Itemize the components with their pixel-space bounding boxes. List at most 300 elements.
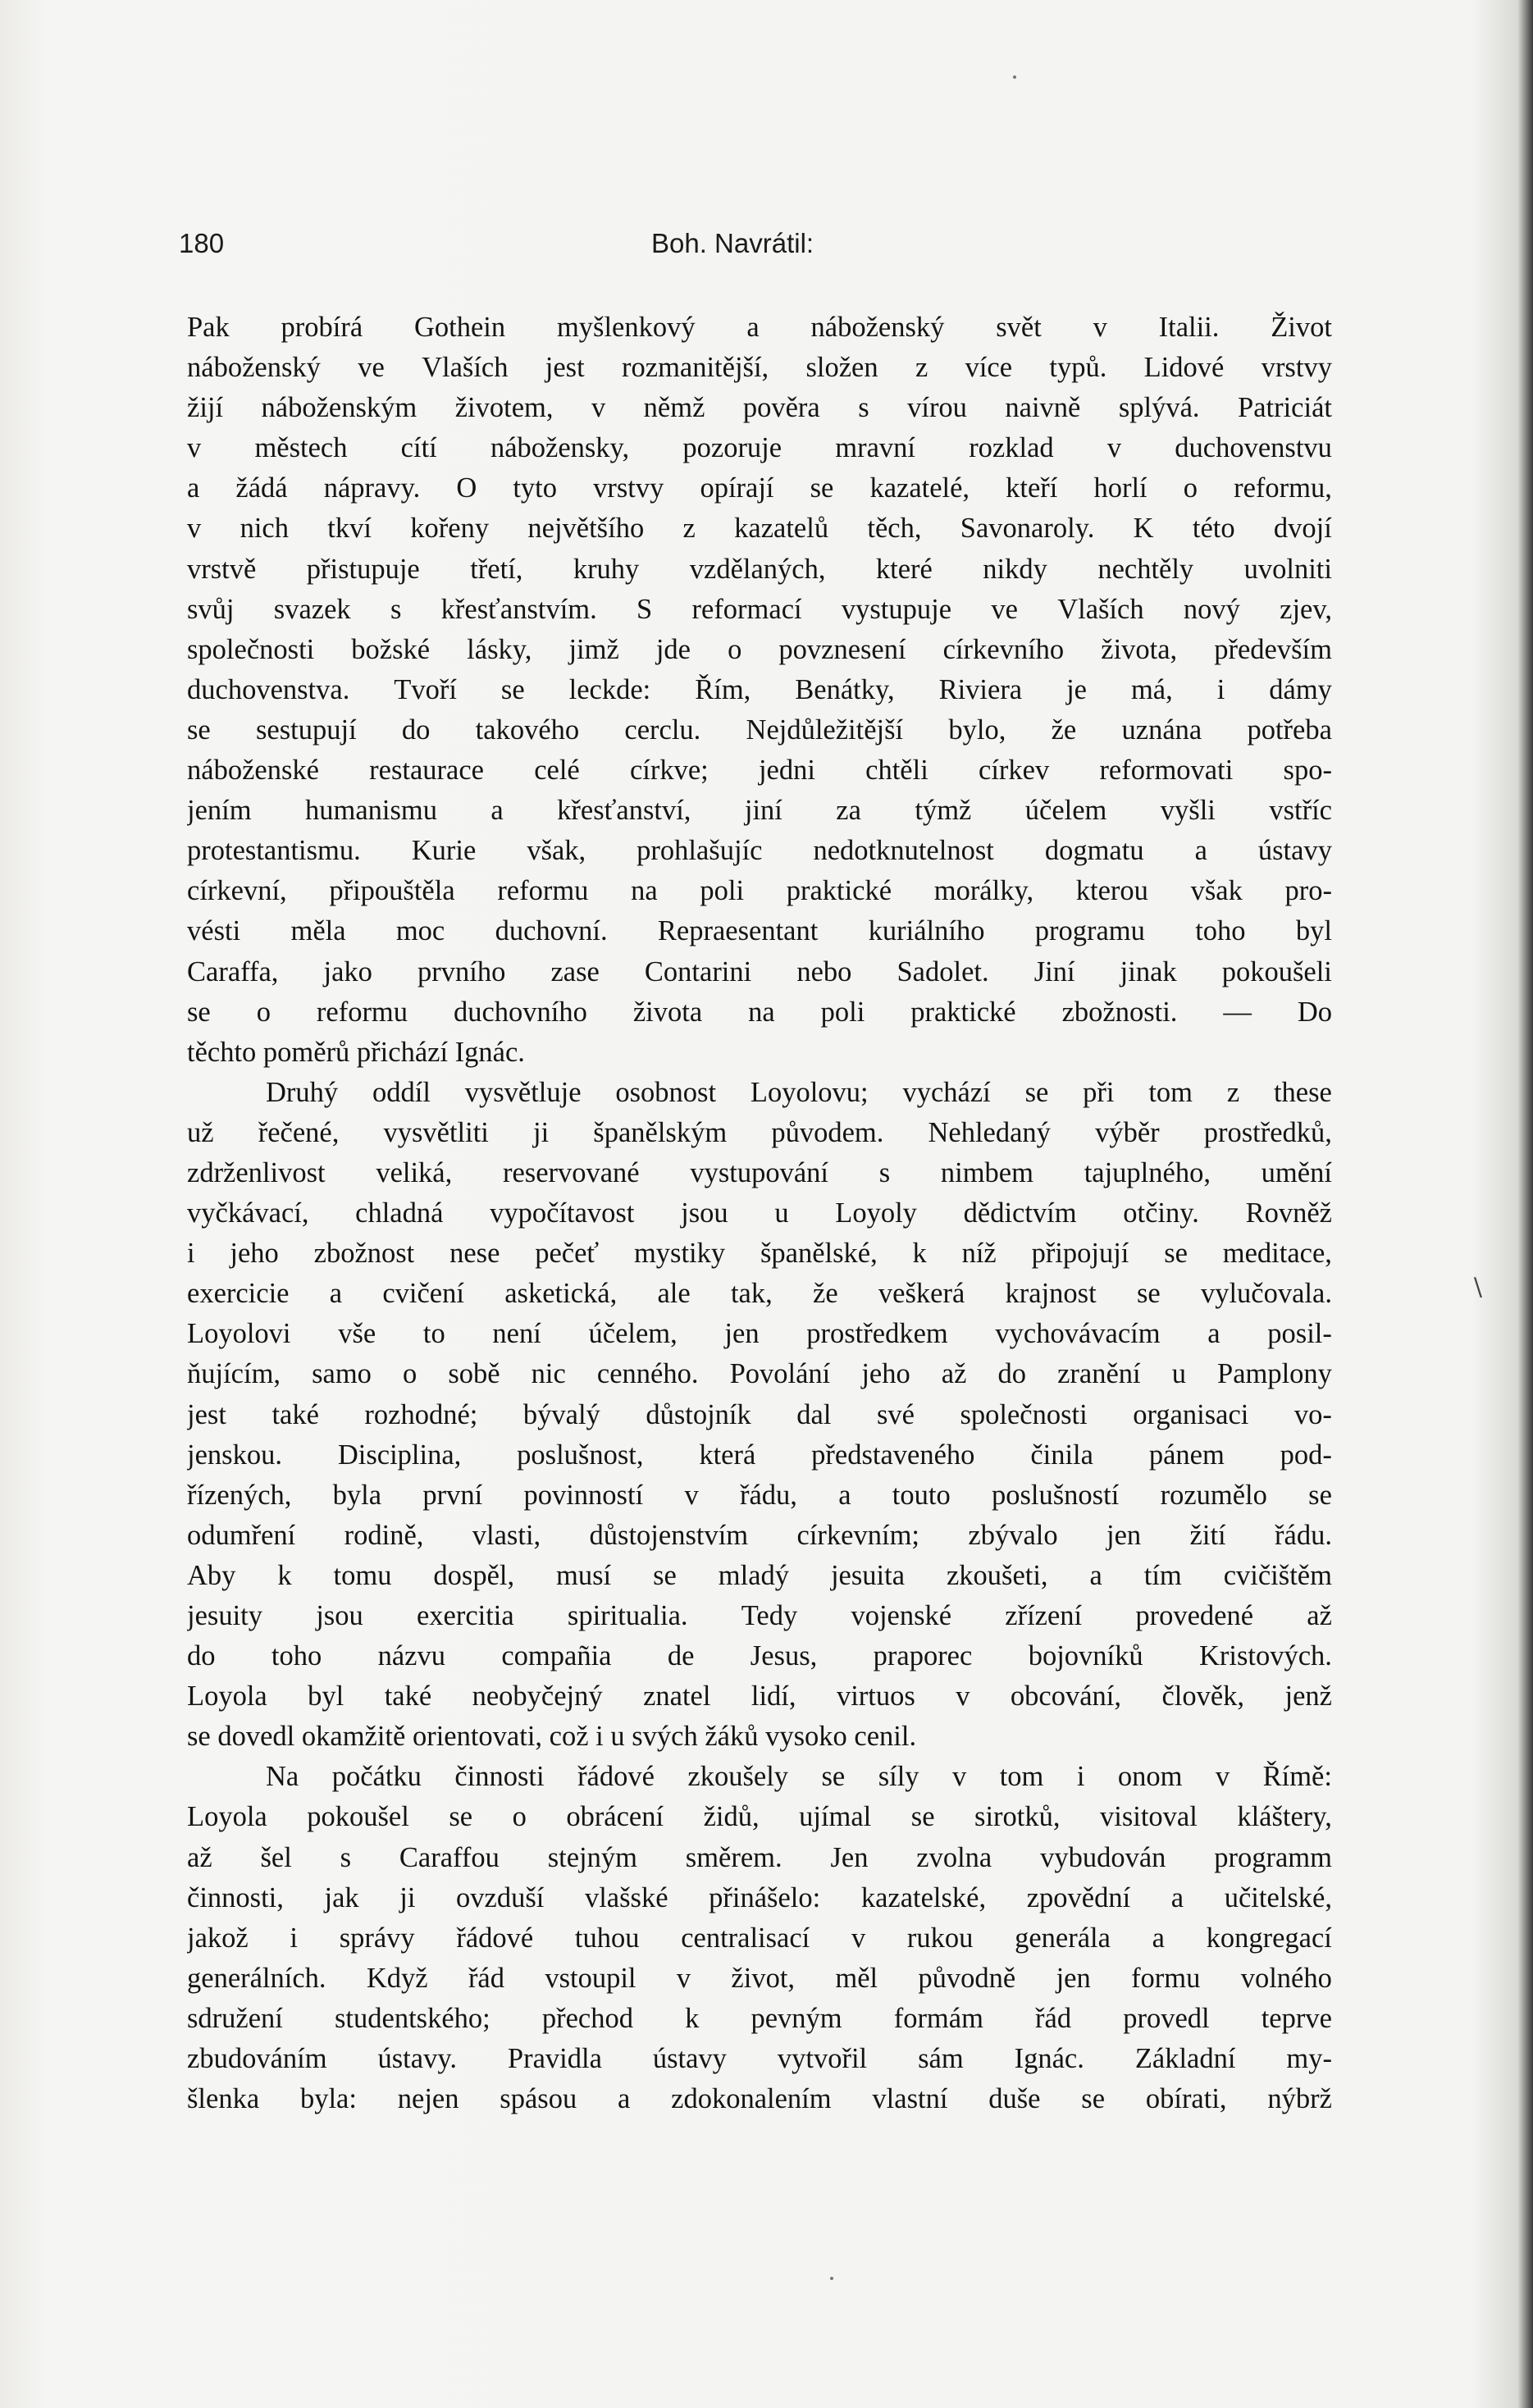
word: které xyxy=(875,553,933,585)
text-line xyxy=(187,428,1332,468)
word: i xyxy=(1216,673,1225,705)
word: obcování, xyxy=(1010,1681,1122,1713)
word: nechtěly xyxy=(1097,553,1194,585)
word: řádové xyxy=(456,1922,534,1954)
word: prostředků, xyxy=(1203,1116,1332,1148)
word: s xyxy=(340,1841,352,1873)
word: generála xyxy=(1015,1922,1111,1954)
word: řečené, xyxy=(258,1116,340,1148)
word: náboženské xyxy=(187,755,319,787)
word: dospěl, xyxy=(433,1559,515,1591)
word: dámy xyxy=(1269,673,1332,705)
word: tím xyxy=(1143,1559,1182,1591)
word: a xyxy=(490,795,504,827)
word: v xyxy=(956,1681,970,1713)
text-line xyxy=(187,871,1332,911)
word: vrstvy xyxy=(593,472,664,504)
word: dědictvím xyxy=(963,1197,1077,1229)
word: Jen xyxy=(830,1841,869,1873)
word: až xyxy=(187,1841,212,1873)
paragraph xyxy=(187,1073,1332,1758)
word: rozmanitější, xyxy=(622,352,769,384)
word: vyšli xyxy=(1160,795,1216,827)
word: vystupování xyxy=(690,1156,829,1188)
word: Repraesentant xyxy=(657,915,819,947)
word: jde xyxy=(655,633,691,665)
text-line xyxy=(187,308,1332,348)
word: života, xyxy=(1101,633,1178,665)
word: these xyxy=(1273,1076,1332,1108)
word: nic xyxy=(531,1358,566,1390)
word: duchovní. xyxy=(495,915,608,947)
word: náboženský xyxy=(187,352,321,384)
word: provedené xyxy=(1135,1600,1254,1631)
word: jenskou. xyxy=(187,1439,282,1471)
word: mravní xyxy=(835,432,915,464)
word: řádové xyxy=(577,1761,655,1793)
word: společnosti xyxy=(187,633,315,665)
word: Římě: xyxy=(1262,1761,1332,1793)
word: o xyxy=(256,996,271,1028)
word: židů, xyxy=(703,1801,760,1833)
word: řád xyxy=(468,1962,504,1994)
word: vstříc xyxy=(1269,795,1332,827)
word: přechod xyxy=(541,2002,633,2034)
text-line xyxy=(187,1314,1332,1354)
word: účelem, xyxy=(588,1318,678,1350)
word: která xyxy=(699,1439,756,1471)
word: rozumělo xyxy=(1160,1479,1267,1511)
word: duchovenstvu xyxy=(1175,432,1332,464)
word: zbývalo xyxy=(968,1519,1058,1551)
word: šlenka xyxy=(187,2083,260,2115)
word: ňujícím, xyxy=(187,1358,281,1390)
word: jiní xyxy=(744,795,782,827)
word: první xyxy=(422,1479,483,1511)
word: prohlašujíc xyxy=(636,835,763,867)
word: musí xyxy=(556,1559,612,1591)
word: pro- xyxy=(1284,875,1332,907)
word: kazatelské, xyxy=(860,1881,987,1913)
word: nedotknutelnost xyxy=(813,835,994,867)
word: třetí, xyxy=(470,553,523,585)
word: vírou xyxy=(907,392,967,424)
word: Loyola xyxy=(187,1801,267,1833)
word: Ignác. xyxy=(1014,2043,1084,2075)
word: asketická, xyxy=(504,1278,618,1310)
text-line xyxy=(187,1354,1332,1394)
word: cerclu. xyxy=(624,714,701,746)
word: to xyxy=(422,1318,445,1350)
word: z xyxy=(915,352,928,384)
word: reservované xyxy=(502,1156,640,1188)
word: povinností xyxy=(523,1479,644,1511)
word: spásou xyxy=(500,2083,577,2115)
word: Pak xyxy=(187,312,230,343)
page-header xyxy=(179,228,1344,269)
word: byla xyxy=(332,1479,382,1511)
word: Vlaších xyxy=(1057,593,1144,625)
word: jest xyxy=(187,1398,226,1430)
word: formám xyxy=(893,2002,983,2034)
word: byl xyxy=(308,1681,344,1713)
word: compañia xyxy=(501,1640,612,1672)
word: vlasti, xyxy=(472,1519,541,1551)
word: Nehledaný xyxy=(928,1116,1051,1148)
word: němž xyxy=(643,392,705,424)
word: Na xyxy=(266,1761,299,1793)
word: této xyxy=(1192,513,1235,545)
word: šel xyxy=(260,1841,292,1873)
text-line xyxy=(187,1838,1332,1878)
word: zvolna xyxy=(916,1841,992,1873)
word: centralisací xyxy=(681,1922,810,1954)
word: reformovati xyxy=(1099,755,1234,787)
text-line xyxy=(187,1959,1332,1999)
word: organisaci xyxy=(1133,1398,1249,1430)
word: se xyxy=(653,1559,677,1591)
word: nový xyxy=(1183,593,1240,625)
word: kteří xyxy=(1006,472,1058,504)
word: cvičení xyxy=(382,1278,464,1310)
word: do xyxy=(187,1640,216,1672)
word: znatel xyxy=(643,1681,711,1713)
word: rukou xyxy=(906,1922,974,1954)
text-line xyxy=(187,1999,1332,2039)
word: kazatelů xyxy=(734,513,829,545)
word: pod- xyxy=(1280,1439,1332,1471)
word: sdružení xyxy=(187,2002,283,2034)
word: osobnost xyxy=(615,1076,717,1108)
word: církevního xyxy=(942,633,1065,665)
word: chtěli xyxy=(865,755,928,787)
word: svazek xyxy=(273,593,351,625)
word: Loyolovi xyxy=(187,1318,291,1350)
word: toho xyxy=(1195,915,1246,947)
word: lásky, xyxy=(467,633,532,665)
word: vysvětliti xyxy=(383,1116,489,1148)
word: vrstvě xyxy=(187,553,257,585)
word: pokoušel xyxy=(307,1801,409,1833)
word: k xyxy=(277,1559,292,1591)
text-line xyxy=(187,1073,1332,1113)
word: měla xyxy=(290,915,346,947)
paragraph xyxy=(187,1757,1332,2119)
word: jenž xyxy=(1284,1681,1332,1713)
word: moc xyxy=(395,915,445,947)
word: není xyxy=(492,1318,541,1350)
word: a xyxy=(1089,1559,1102,1591)
word: pokoušeli xyxy=(1221,955,1332,987)
word: o xyxy=(1183,472,1198,504)
word: kuriálního xyxy=(868,915,985,947)
word: důstojník xyxy=(646,1398,751,1430)
word: jimž xyxy=(568,633,619,665)
scan-speck xyxy=(830,2277,833,2280)
word: se xyxy=(821,1761,846,1793)
word: jsou xyxy=(316,1600,363,1631)
word: původem. xyxy=(771,1116,884,1148)
word: nikdy xyxy=(983,553,1047,585)
word: a xyxy=(329,1278,343,1310)
word: žádá xyxy=(235,472,288,504)
word: Kristových. xyxy=(1198,1640,1332,1672)
word: vše xyxy=(338,1318,376,1350)
word: posil- xyxy=(1267,1318,1332,1350)
word: Loyolovu; xyxy=(750,1076,869,1108)
text-line xyxy=(187,670,1332,710)
word: svůj xyxy=(187,593,235,625)
word: nýbrž xyxy=(1267,2083,1332,2115)
word: o xyxy=(403,1358,417,1390)
word: církve; xyxy=(629,755,709,787)
word: se xyxy=(500,673,525,705)
text-line xyxy=(187,590,1332,630)
word: Contarini xyxy=(644,955,752,987)
word: celé xyxy=(534,755,580,787)
word: a xyxy=(1170,1881,1184,1913)
text-line xyxy=(187,2079,1332,2119)
word: tak, xyxy=(730,1278,773,1310)
word: tuhou xyxy=(574,1922,640,1954)
word: v xyxy=(851,1922,866,1954)
page-number: 180 xyxy=(179,228,225,258)
word: stejným xyxy=(547,1841,637,1873)
word: poslušnost, xyxy=(517,1439,644,1471)
word: náboženský xyxy=(810,312,945,343)
word: ústavy xyxy=(1257,835,1332,867)
word: pověra xyxy=(742,392,820,424)
word: se xyxy=(810,472,834,504)
text-line xyxy=(187,1676,1332,1717)
scan-speck xyxy=(1013,75,1016,79)
word: z xyxy=(1226,1076,1240,1108)
word: jen xyxy=(1106,1519,1142,1551)
word: pozoruje xyxy=(682,432,782,464)
word: protestantismu. xyxy=(187,835,361,867)
word: Caraffa, xyxy=(187,955,279,987)
word: kláštery, xyxy=(1237,1801,1332,1833)
word: a xyxy=(618,2083,631,2115)
word: vysvětluje xyxy=(464,1076,582,1108)
word: kongregací xyxy=(1206,1922,1332,1954)
word: generálních. xyxy=(187,1962,326,1994)
word: cvičištěm xyxy=(1223,1559,1332,1591)
word: vlašské xyxy=(584,1881,668,1913)
word: také xyxy=(384,1681,432,1713)
word: jesuity xyxy=(187,1600,262,1631)
word: jeho xyxy=(230,1238,279,1270)
word: my- xyxy=(1286,2043,1332,2075)
margin-mark: \ xyxy=(1473,1273,1482,1302)
word: vésti xyxy=(187,915,241,947)
word: ji xyxy=(399,1881,416,1913)
word: toho xyxy=(271,1640,322,1672)
word: Loyoly xyxy=(835,1197,917,1229)
word: učitelské, xyxy=(1224,1881,1332,1913)
word: tyto xyxy=(513,472,557,504)
word: španělské, xyxy=(760,1238,878,1270)
word: však, xyxy=(527,835,586,867)
word: praktické xyxy=(786,875,892,907)
word: důstojenstvím xyxy=(589,1519,749,1551)
word: vo- xyxy=(1293,1398,1332,1430)
word: zpovědní xyxy=(1026,1881,1131,1913)
word: vychovávacím xyxy=(995,1318,1161,1350)
word: a xyxy=(1207,1318,1220,1350)
word: zase xyxy=(550,955,600,987)
word: žijí xyxy=(187,392,224,424)
word: žití xyxy=(1189,1519,1226,1551)
word: do xyxy=(401,714,431,746)
word: reformací xyxy=(691,593,802,625)
word: řízených, xyxy=(187,1479,292,1511)
word: původně xyxy=(918,1962,1016,1994)
word: pánem xyxy=(1148,1439,1225,1471)
word: ovzduší xyxy=(456,1881,545,1913)
word: poslušností xyxy=(992,1479,1120,1511)
word: umění xyxy=(1261,1156,1332,1188)
word: výběr xyxy=(1095,1116,1160,1148)
word: Jiní xyxy=(1033,955,1075,987)
text-line xyxy=(187,509,1332,549)
word: kořeny xyxy=(410,513,490,545)
word: kruhy xyxy=(573,553,640,585)
word: činila xyxy=(1030,1439,1093,1471)
word: řádu, xyxy=(739,1479,797,1511)
word: k xyxy=(685,2002,700,2034)
word: Základní xyxy=(1134,2043,1236,2075)
word: sirotků, xyxy=(974,1801,1061,1833)
word: duše xyxy=(988,2083,1041,2115)
word: S xyxy=(636,593,653,625)
word: dal xyxy=(796,1398,832,1430)
word: se xyxy=(910,1801,935,1833)
word: s xyxy=(878,1156,891,1188)
word: obírati, xyxy=(1145,2083,1227,2115)
word: dvojí xyxy=(1273,513,1332,545)
word: Sadolet. xyxy=(897,955,989,987)
word: jakož xyxy=(187,1922,249,1954)
word: — xyxy=(1223,996,1252,1028)
word: jen xyxy=(1056,1962,1091,1994)
word: programm xyxy=(1214,1841,1332,1873)
word: tajuplného, xyxy=(1084,1156,1211,1188)
word: Tedy xyxy=(741,1600,798,1631)
word: spiritualia. xyxy=(567,1600,688,1631)
word: vlastní xyxy=(872,2083,948,2115)
word: v xyxy=(591,392,606,424)
word: zkoušely xyxy=(687,1761,789,1793)
word: božské xyxy=(351,633,431,665)
word: představeného xyxy=(811,1439,975,1471)
word: už xyxy=(187,1116,214,1148)
word: Když xyxy=(366,1962,428,1994)
word: životem, xyxy=(454,392,554,424)
word: Riviera xyxy=(938,673,1023,705)
word: se xyxy=(1164,1238,1188,1270)
word: především xyxy=(1214,633,1332,665)
word: uvolniti xyxy=(1243,553,1332,585)
word: Život xyxy=(1271,312,1332,343)
text-line xyxy=(187,1113,1332,1153)
word: zdokonalením xyxy=(671,2083,832,2115)
word: Aby xyxy=(187,1559,236,1591)
word: jest xyxy=(545,352,585,384)
word: zbožnost xyxy=(313,1238,415,1270)
text-line xyxy=(187,1757,1332,1797)
word: v xyxy=(676,1962,691,1994)
word: vylučovala. xyxy=(1200,1278,1332,1310)
word: provedl xyxy=(1123,2002,1210,2034)
word: v xyxy=(187,432,202,464)
word: praktické xyxy=(910,996,1016,1028)
word: nejen xyxy=(397,2083,459,2115)
word: ji xyxy=(533,1116,550,1148)
word: poli xyxy=(820,996,865,1028)
word: za xyxy=(836,795,861,827)
word: krajnost xyxy=(1005,1278,1097,1310)
running-head: Boh. Navrátil: xyxy=(651,228,814,258)
word: Rovněž xyxy=(1245,1197,1332,1229)
word: vstoupil xyxy=(545,1962,636,1994)
text-line xyxy=(187,1596,1332,1636)
text-line xyxy=(187,831,1332,871)
word: exercitia xyxy=(416,1600,514,1631)
word: také xyxy=(271,1398,319,1430)
word: zbožnosti. xyxy=(1061,996,1178,1028)
word: směrem. xyxy=(685,1841,782,1873)
word: vyčkávací, xyxy=(187,1197,309,1229)
word: de xyxy=(667,1640,695,1672)
word: z xyxy=(682,513,696,545)
word: až xyxy=(941,1358,967,1390)
word: život, xyxy=(731,1962,796,1994)
text-line xyxy=(187,1395,1332,1435)
word: přinášelo: xyxy=(709,1881,821,1913)
word: typů. xyxy=(1049,352,1107,384)
word: potřeba xyxy=(1247,714,1332,746)
word: a xyxy=(1152,1922,1165,1954)
word: duchovního xyxy=(453,996,587,1028)
word: vypočítavost xyxy=(490,1197,635,1229)
word: jedni xyxy=(758,755,815,787)
word: restaurace xyxy=(369,755,484,787)
word: a xyxy=(838,1479,851,1511)
word: vzdělaných, xyxy=(689,553,826,585)
word: Do xyxy=(1297,996,1332,1028)
word: názvu xyxy=(377,1640,445,1672)
word: řádu. xyxy=(1275,1519,1332,1551)
word: prostředkem xyxy=(806,1318,948,1350)
word: se xyxy=(1081,2083,1106,2115)
word: počátku xyxy=(331,1761,422,1793)
text-line xyxy=(187,911,1332,951)
word: odumření xyxy=(187,1519,296,1551)
text-line xyxy=(187,468,1332,509)
word: Gothein xyxy=(413,312,506,343)
word: o xyxy=(728,633,742,665)
word: reformu, xyxy=(1234,472,1332,504)
word: myšlenkový xyxy=(556,312,696,343)
word: teprve xyxy=(1261,2002,1332,2034)
word: reformu xyxy=(497,875,589,907)
word: Nejdůležitější xyxy=(746,714,904,746)
word: morálky, xyxy=(933,875,1034,907)
word: církevním; xyxy=(796,1519,919,1551)
word: visitoval xyxy=(1099,1801,1198,1833)
word: veliká, xyxy=(376,1156,453,1188)
